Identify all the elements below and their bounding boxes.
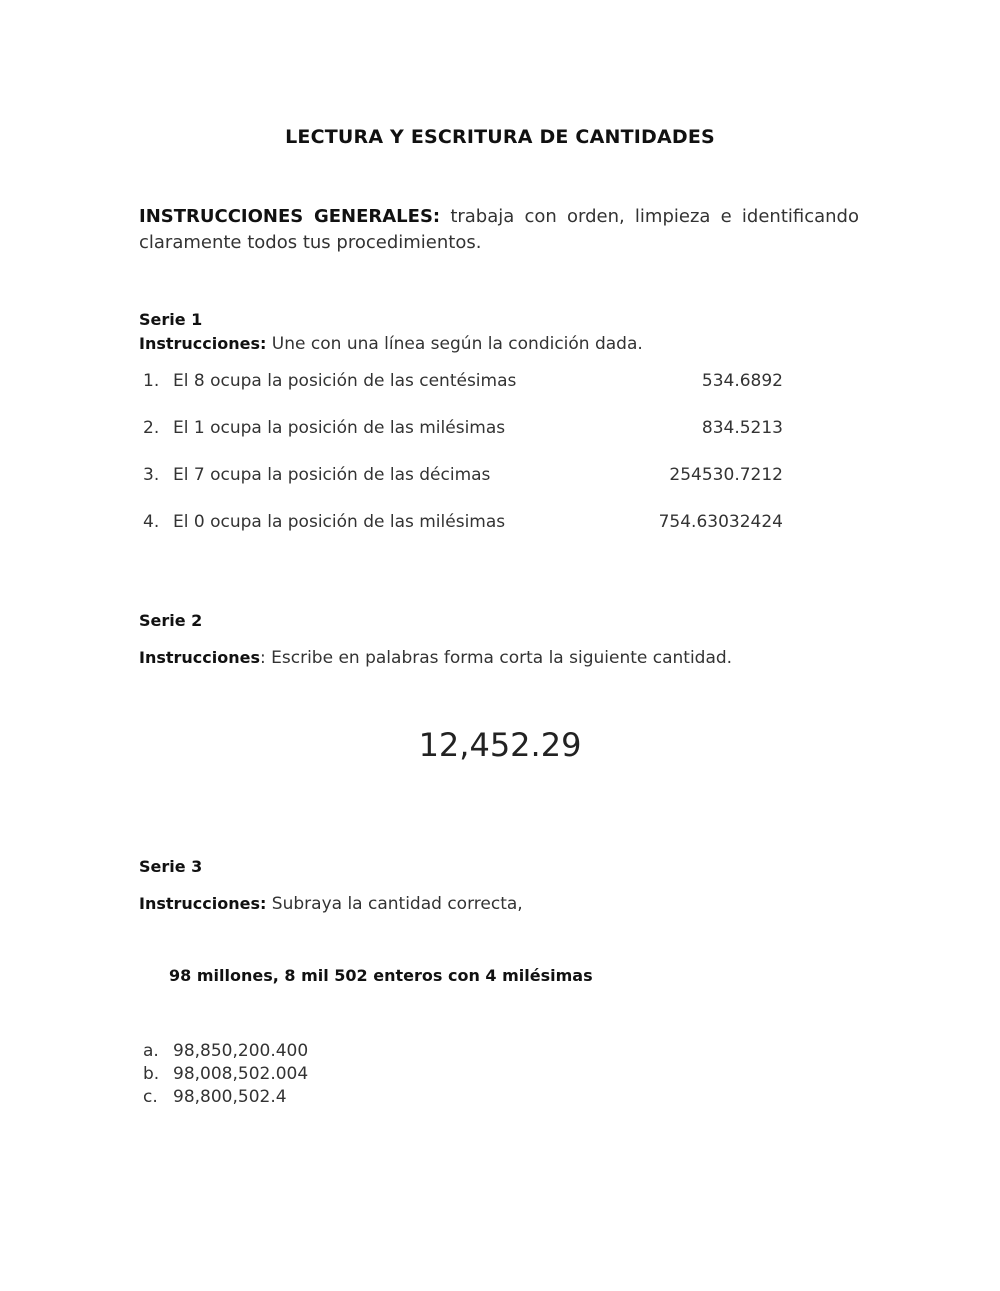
option-label: a. xyxy=(143,1041,159,1061)
item-number: 2. xyxy=(143,418,160,438)
item-value[interactable]: 534.6892 xyxy=(701,371,783,391)
option-value[interactable]: 98,800,502.4 xyxy=(173,1087,287,1107)
matching-row xyxy=(139,512,819,536)
item-condition: El 8 ocupa la posición de las centésimas xyxy=(173,371,517,391)
serie2-instructions-label: Instrucciones xyxy=(139,648,261,667)
serie2-instructions-text: : Escribe en palabras forma corta la siguiente cantidad. xyxy=(260,648,733,668)
item-condition: El 0 ocupa la posición de las milésimas xyxy=(173,512,506,532)
item-number: 3. xyxy=(143,465,160,485)
item-condition: El 7 ocupa la posición de las décimas xyxy=(173,465,491,485)
item-number: 4. xyxy=(143,512,160,532)
serie1-heading: Serie 1 xyxy=(139,310,203,329)
matching-row xyxy=(139,418,819,442)
item-condition: El 1 ocupa la posición de las milésimas xyxy=(173,418,506,438)
serie3-instructions-text: Subraya la cantidad correcta, xyxy=(266,894,523,914)
matching-row xyxy=(139,371,819,395)
serie3-instructions xyxy=(139,894,523,914)
matching-row xyxy=(139,465,819,489)
quantity-to-write: 12,452.29 xyxy=(418,726,582,764)
option-label: c. xyxy=(143,1087,158,1107)
item-value[interactable]: 834.5213 xyxy=(701,418,783,438)
item-value[interactable]: 754.63032424 xyxy=(658,512,783,532)
serie2-heading: Serie 2 xyxy=(139,611,203,630)
option-value[interactable]: 98,008,502.004 xyxy=(173,1064,309,1084)
page-title: LECTURA Y ESCRITURA DE CANTIDADES xyxy=(285,126,715,148)
quantity-prompt: 98 millones, 8 mil 502 enteros con 4 milésimas xyxy=(169,966,593,985)
serie2-instructions xyxy=(139,648,732,668)
serie1-instructions-text: Une con una línea según la condición dada. xyxy=(266,334,643,354)
option-value[interactable]: 98,850,200.400 xyxy=(173,1041,309,1061)
serie3-heading: Serie 3 xyxy=(139,857,203,876)
item-value[interactable]: 254530.7212 xyxy=(669,465,783,485)
general-instructions xyxy=(139,204,859,256)
serie1-instructions xyxy=(139,334,643,354)
serie3-instructions-label: Instrucciones: xyxy=(139,894,267,913)
serie1-instructions-label: Instrucciones: xyxy=(139,334,267,353)
option-label: b. xyxy=(143,1064,160,1084)
item-number: 1. xyxy=(143,371,160,391)
general-instructions-label: INSTRUCCIONES GENERALES: xyxy=(139,206,441,227)
general-instructions-text: trabaja con orden, limpieza e identificando claramente todos tus procedimientos. xyxy=(139,206,859,253)
